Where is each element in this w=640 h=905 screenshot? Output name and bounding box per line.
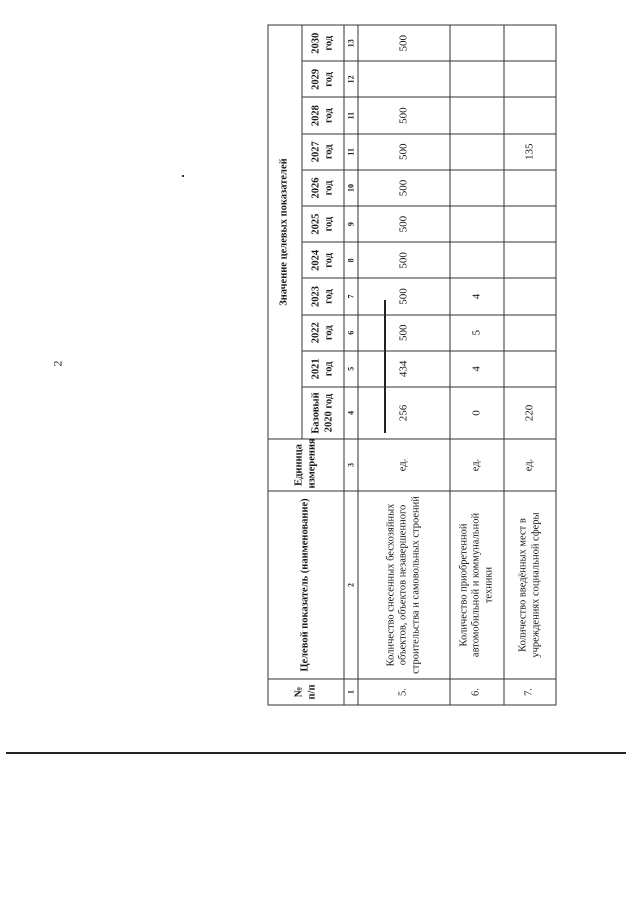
row-number: 5. xyxy=(358,679,450,705)
header-unit: Единица измерения xyxy=(268,439,344,491)
table-row xyxy=(450,25,504,705)
row-number: 7. xyxy=(504,679,556,705)
header-year: 2022 год xyxy=(302,314,344,350)
value-cell xyxy=(504,314,556,350)
header-year: 2025 год xyxy=(302,206,344,242)
column-index: 11 xyxy=(344,97,358,133)
indicator-name: Количество приобретенной автомобильной и коммунальной техники xyxy=(450,491,504,679)
value-cell xyxy=(504,278,556,314)
value-cell xyxy=(504,169,556,205)
column-index: 10 xyxy=(344,169,358,205)
column-index-row xyxy=(344,25,358,705)
value-cell xyxy=(450,61,504,97)
value-cell: 500 xyxy=(358,169,450,205)
value-cell: 500 xyxy=(358,25,450,61)
header-year: 2021 год xyxy=(302,350,344,386)
value-cell: 4 xyxy=(450,278,504,314)
unit-cell: ед. xyxy=(504,439,556,491)
header-values-group: Значение целевых показателей xyxy=(268,25,302,439)
value-cell: 135 xyxy=(504,133,556,169)
column-index: 13 xyxy=(344,25,358,61)
indicator-name: Количество введённых мест в учреждениях социальной сферы xyxy=(504,491,556,679)
value-cell xyxy=(450,206,504,242)
value-cell: 4 xyxy=(450,350,504,386)
value-cell xyxy=(504,350,556,386)
value-cell xyxy=(450,169,504,205)
column-index: 4 xyxy=(344,387,358,439)
value-cell: 0 xyxy=(450,387,504,439)
value-cell: 500 xyxy=(358,242,450,278)
value-cell xyxy=(504,61,556,97)
row-number: 6. xyxy=(450,679,504,705)
value-cell: 256 xyxy=(358,387,450,439)
value-cell xyxy=(504,25,556,61)
value-cell: 500 xyxy=(358,133,450,169)
column-index: 3 xyxy=(344,439,358,491)
scan-speck xyxy=(182,175,184,177)
value-cell xyxy=(504,97,556,133)
header-no: № п/п xyxy=(268,679,344,705)
unit-cell: ед. xyxy=(450,439,504,491)
column-index: 8 xyxy=(344,242,358,278)
value-cell: 5 xyxy=(450,314,504,350)
column-index: 2 xyxy=(344,491,358,679)
value-cell xyxy=(450,25,504,61)
value-cell xyxy=(504,242,556,278)
value-cell: 500 xyxy=(358,206,450,242)
value-cell xyxy=(358,61,450,97)
header-year: 2028 год xyxy=(302,97,344,133)
table-row xyxy=(504,25,556,705)
value-cell: 500 xyxy=(358,278,450,314)
page-number: 2 xyxy=(50,360,65,367)
column-index: 6 xyxy=(344,314,358,350)
value-cell: 500 xyxy=(358,314,450,350)
value-cell xyxy=(450,242,504,278)
value-cell: 220 xyxy=(504,387,556,439)
header-year: 2023 год xyxy=(302,278,344,314)
unit-cell: ед. xyxy=(358,439,450,491)
value-cell: 500 xyxy=(358,97,450,133)
header-year: 2027 год xyxy=(302,133,344,169)
header-year: 2026 год xyxy=(302,169,344,205)
value-cell: 434 xyxy=(358,350,450,386)
value-cell xyxy=(504,206,556,242)
header-year: 2024 год xyxy=(302,242,344,278)
table-row xyxy=(358,25,450,705)
column-index: 7 xyxy=(344,278,358,314)
page-edge-line xyxy=(6,752,626,754)
column-index: 1 xyxy=(344,679,358,705)
indicator-name: Количество снесенных бесхозяйных объектов, объектов незавершенного строительства и самовольных строений xyxy=(358,491,450,679)
target-indicators-table xyxy=(268,25,553,705)
column-index: 12 xyxy=(344,61,358,97)
column-index: 11 xyxy=(344,133,358,169)
header-indicator: Целевой показатель (наименование) xyxy=(268,491,344,679)
header-year: 2030 год xyxy=(302,25,344,61)
value-cell xyxy=(450,133,504,169)
column-index: 5 xyxy=(344,350,358,386)
column-index: 9 xyxy=(344,206,358,242)
header-base-year: Базовый 2020 год xyxy=(302,387,344,439)
value-cell xyxy=(450,97,504,133)
header-year: 2029 год xyxy=(302,61,344,97)
